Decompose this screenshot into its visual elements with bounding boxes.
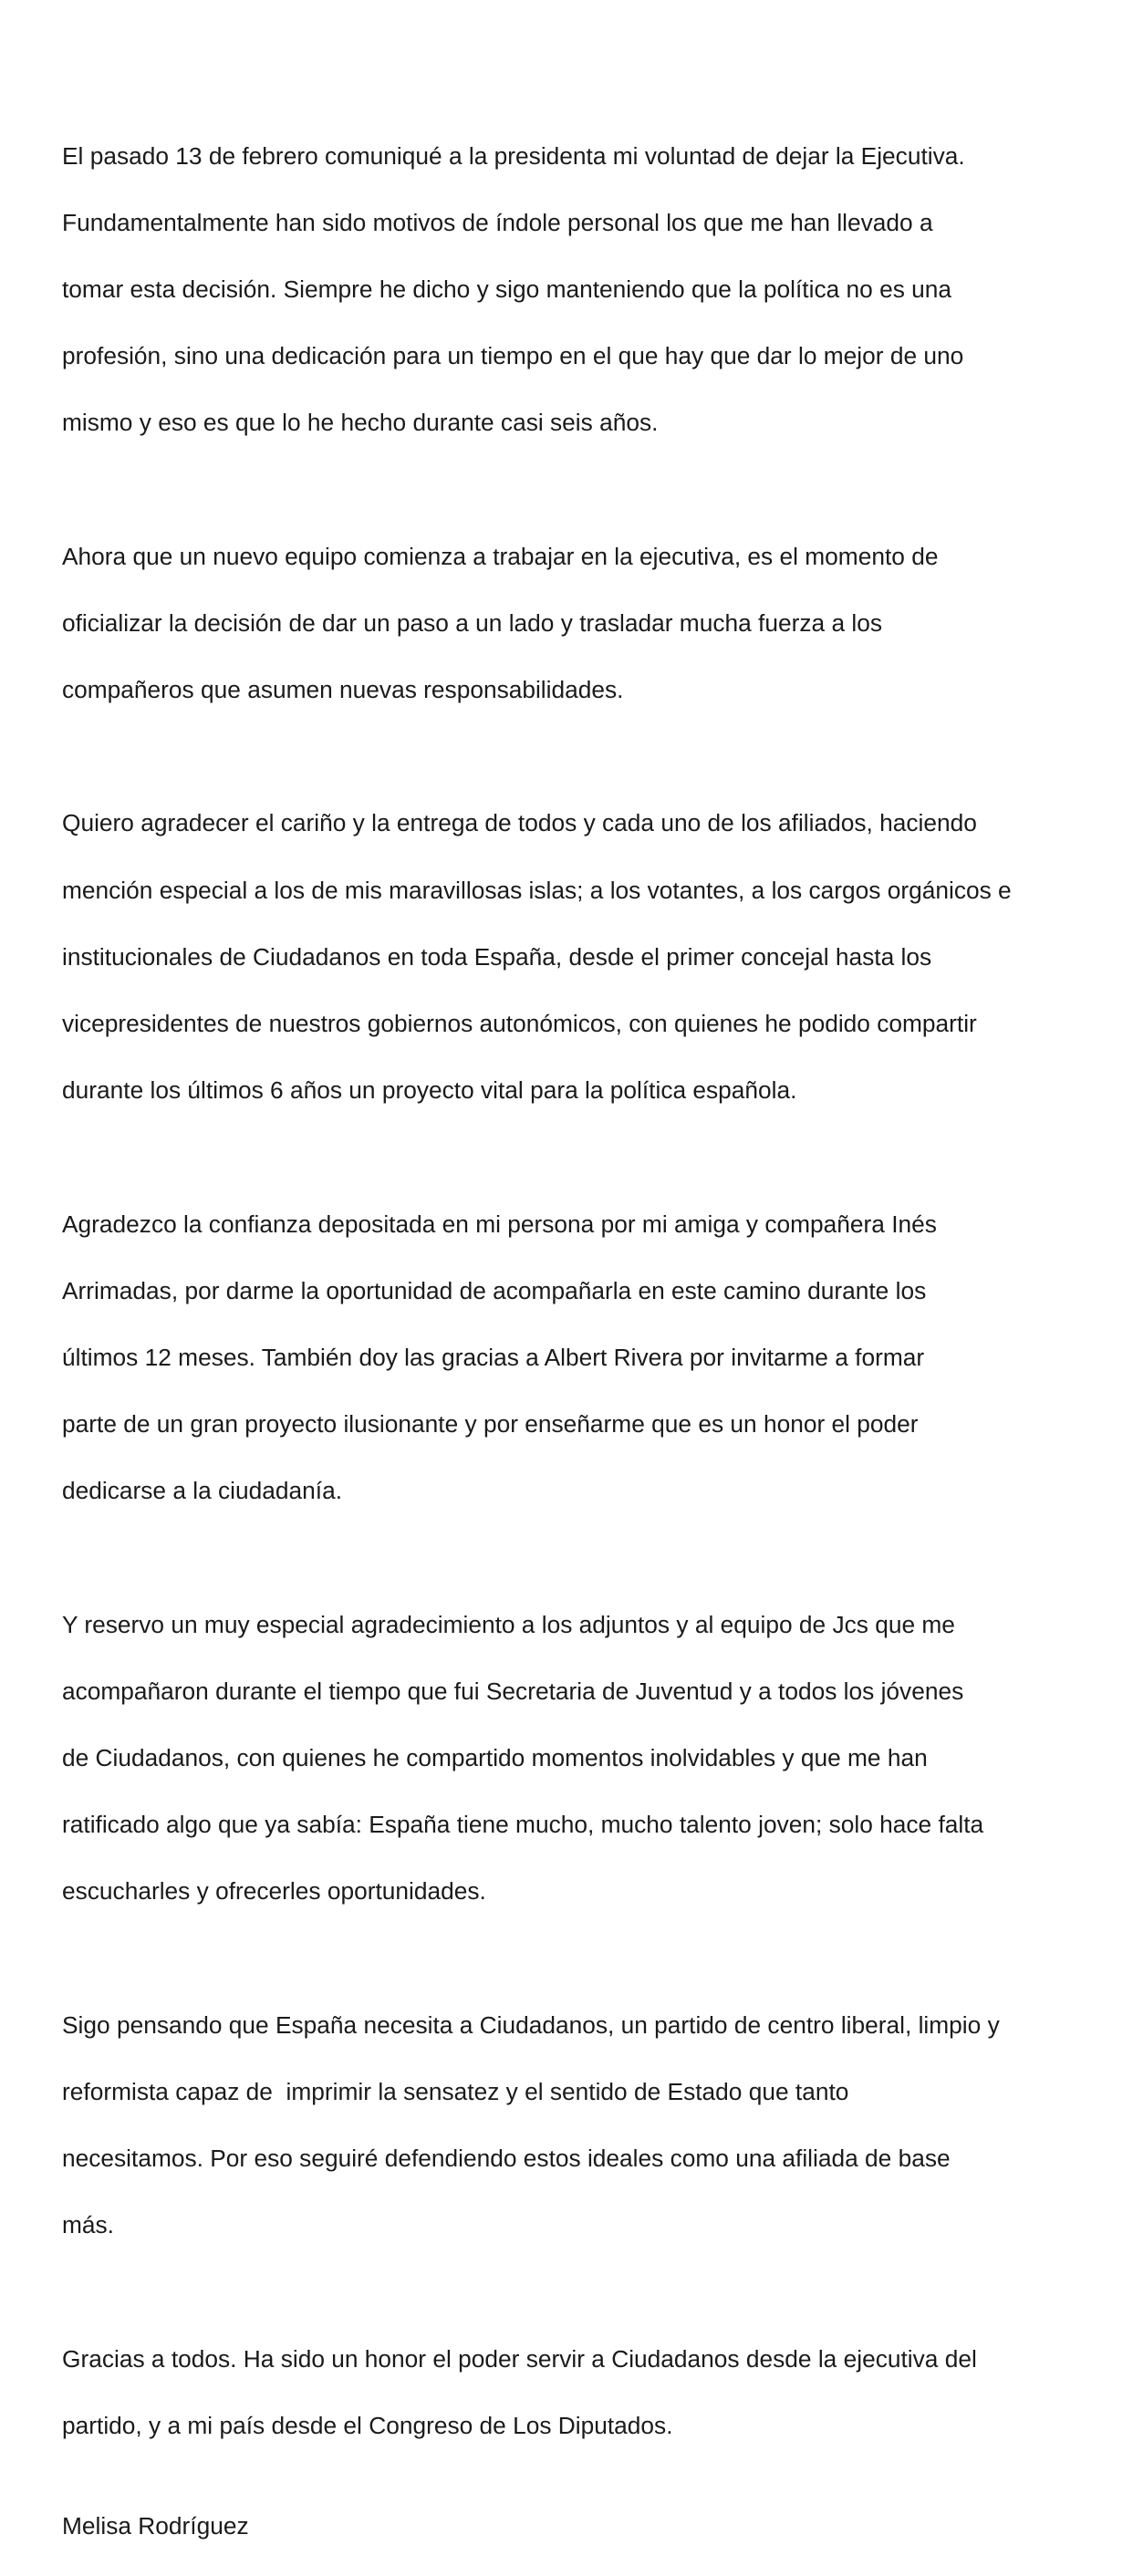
text-line: profesión, sino una dedicación para un tiempo en el que hay que dar lo mejor de uno bbox=[62, 342, 964, 370]
paragraph-closing bbox=[62, 2309, 1111, 2476]
text-line: ratificado algo que ya sabía: España tiene mucho, mucho talento joven; solo hace falta bbox=[62, 1811, 984, 1839]
text-line: Fundamentalmente han sido motivos de índole personal los que me han llevado a bbox=[62, 208, 933, 236]
text-line: últimos 12 meses. También doy las gracias a Albert Rivera por invitarme a formar bbox=[62, 1343, 925, 1371]
text-line: El pasado 13 de febrero comuniqué a la presidenta mi voluntad de dejar la Ejecutiva. bbox=[62, 141, 965, 170]
text-line: Gracias a todos. Ha sido un honor el poder servir a Ciudadanos desde la ejecutiva del bbox=[62, 2344, 977, 2373]
text-line: Sigo pensando que España necesita a Ciudadanos, un partido de centro liberal, limpio y bbox=[62, 2010, 1000, 2039]
text-line: escucharles y ofrecerles oportunidades. bbox=[62, 1877, 486, 1906]
letter-body bbox=[62, 106, 1111, 2576]
text-line: partido, y a mi país desde el Congreso de Los Diputados. bbox=[62, 2411, 673, 2439]
paragraph-new-team bbox=[62, 506, 1111, 740]
text-line: tomar esta decisión. Siempre he dicho y sigo manteniendo que la política no es una bbox=[62, 275, 952, 303]
text-line: reformista capaz de imprimir la sensatez y el sentido de Estado que tanto bbox=[62, 2078, 849, 2106]
text-line: de Ciudadanos, con quienes he compartido momentos inolvidables y que me han bbox=[62, 1744, 928, 1772]
text-line: Agradezco la confianza depositada en mi persona por mi amiga y compañera Inés bbox=[62, 1210, 937, 1238]
text-line: Quiero agradecer el cariño y la entrega de todos y cada uno de los afiliados, haciendo bbox=[62, 809, 977, 837]
paragraph-thanks-affiliates bbox=[62, 774, 1111, 1141]
text-line: necesitamos. Por eso seguiré defendiendo estos ideales como una afiliada de base bbox=[62, 2145, 951, 2173]
text-line: mismo y eso es que lo he hecho durante casi seis años. bbox=[62, 409, 659, 437]
text-line: Arrimadas, por darme la oportunidad de acompañarla en este camino durante los bbox=[62, 1276, 927, 1304]
text-line: parte de un gran proyecto ilusionante y por enseñarme que es un honor el poder bbox=[62, 1410, 919, 1439]
text-line: compañeros que asumen nuevas responsabilidades. bbox=[62, 676, 624, 704]
signature: Melisa Rodríguez bbox=[62, 2511, 249, 2540]
paragraph-thanks-youth bbox=[62, 1574, 1111, 1942]
paragraph-future bbox=[62, 1975, 1111, 2275]
text-line: vicepresidentes de nuestros gobiernos autonómicos, con quienes he podido compartir bbox=[62, 1010, 977, 1038]
text-line: institucionales de Ciudadanos en toda España, desde el primer concejal hasta los bbox=[62, 942, 932, 971]
paragraph-resignation bbox=[62, 106, 1111, 473]
text-line: durante los últimos 6 años un proyecto vital para la política española. bbox=[62, 1076, 797, 1105]
text-line: dedicarse a la ciudadanía. bbox=[62, 1477, 343, 1505]
text-line: Y reservo un muy especial agradecimiento a los adjuntos y al equipo de Jcs que me bbox=[62, 1610, 955, 1638]
text-line: Ahora que un nuevo equipo comienza a trabajar en la ejecutiva, es el momento de bbox=[62, 542, 939, 570]
paragraph-thanks-leaders bbox=[62, 1174, 1111, 1542]
text-line: acompañaron durante el tiempo que fui Secretaria de Juventud y a todos los jóvenes bbox=[62, 1677, 964, 1705]
text-line: mención especial a los de mis maravillosas islas; a los votantes, a los cargos orgánicos e bbox=[62, 876, 1012, 904]
text-line: oficializar la decisión de dar un paso a un lado y trasladar mucha fuerza a los bbox=[62, 608, 882, 637]
text-line: más. bbox=[62, 2211, 114, 2239]
